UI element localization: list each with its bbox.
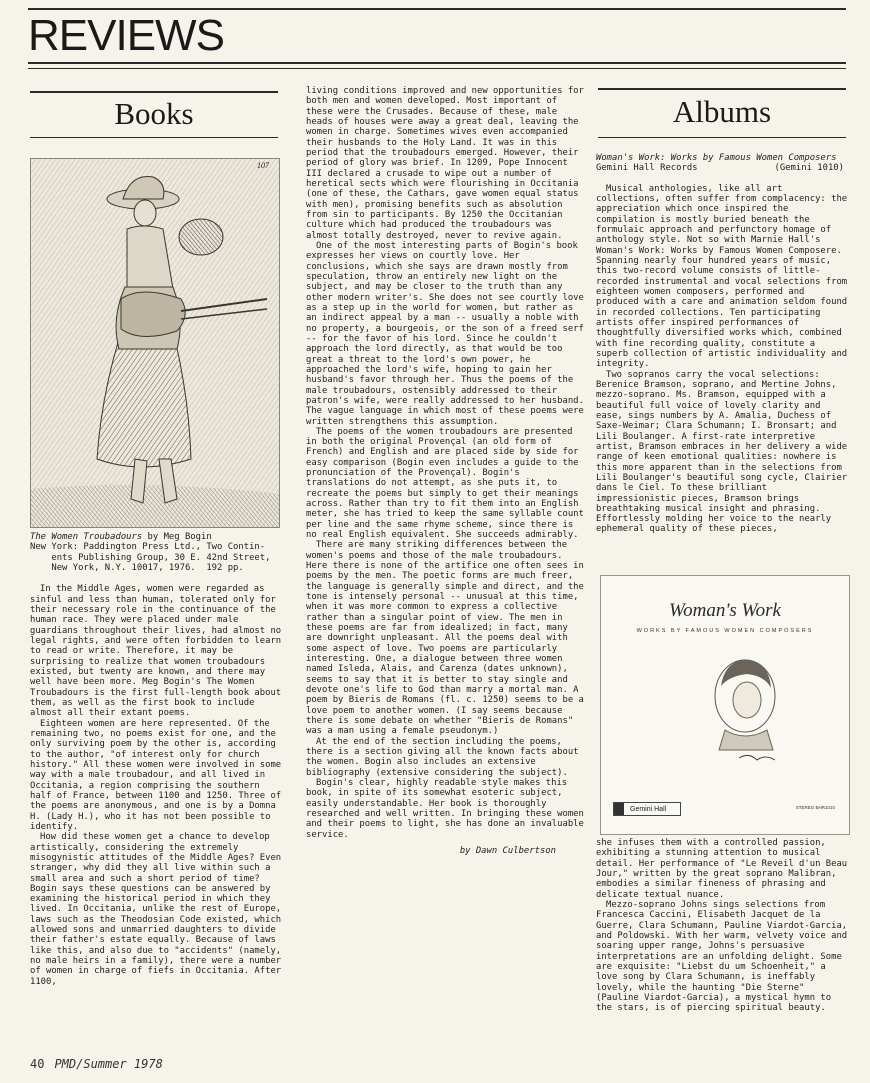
- paragraph: The poems of the women troubadours are presented in both the original Provençal (an old form of French) and English and are placed side by side for easy comparison (Bogin even includes a guide to the pronunciation of the Provençal). Bogin's translations do not attempt, as she puts it, to recreate the poems but simply to get their meanings across. Rather than try to fit them into an English meter, she has tried to keep the same syllable count per line and the same rhyme scheme, since there is no real English equivalent. She succeeds admirably.: [306, 426, 584, 541]
- albums-section-title: Albums: [672, 94, 772, 129]
- stereo-mark: STEREO BHR1010: [795, 805, 835, 810]
- paragraph: living conditions improved and new opportunities for both men and women developed. Most important of these were the Crusades. Because of these, male heads of houses were away a great deal, leaving the women in charge. Sometimes wives even accompanied their husbands to the Holy Land. It was in this period that the troubadours emerged. However, their period of glory was brief. In 1209, Pope Innocent III declared a crusade to wipe out a number of heretical sects which were flourishing in Occitania (one of these, the Cathars, gave women equal status with men), promising benefits such as absolution from sin to participants. By 1250 the Occitanian culture which had produced the troubadours was almost totally destroyed, never to revive again.: [306, 86, 584, 241]
- album-label-line: [596, 163, 850, 173]
- plate-number: 107: [257, 161, 269, 170]
- catalog-number: (Gemini 1010): [774, 163, 844, 174]
- albums-title-rule-top: [598, 88, 846, 90]
- paragraph: There are many striking differences between the women's poems and those of the male troubadours. Here there is none of the artifice one often sees in poems by the men. The poetic forms are much freer, the language is generally simple and direct, and the tone is intensely personal -- unusual at this time, when it was more common to express a collective rather than a singular point of view. The men in these poems are far from idealized; in fact, many are downright unpleasant. All the poems deal with some aspect of love. Two poems are particularly interesting. One, a dialogue between three women named Isleda, Alais, and Carenza (dates unknown), seems to say that it is better to stay single and devote one's life to God than marry a mortal man. A poem by Bieris de Romans (fl. c. 1250) seems to be a love poem to another women. (I say seems because there is some debate on whether "Bieris de Romans" was a man using a female pseudonym.): [306, 540, 584, 737]
- paragraph: One of the most interesting parts of Bogin's book expresses her views on courtly love. Her conclusions, which she says are drawn mostly from speculation, throw an entirely new light on the subject, and may be closer to the truth than any other modern writer's. She does not see courtly love as a step up in the world for women, but rather as an indirect appeal by a man -- usually a noble with no property, a bourgeois, or the son of a freed serf -- for the favor of his lord. Since he couldn't approach the lord directly, as that would be too great a threat to the lord's own power, he approached the lord's wife, hoping to gain her husband's favor through her. Thus the poems of the male troubadours, ostensibly addressed to their patron's wife, were really addressed to her husband. The vague language in which most of these poems were written strengthens this assumption.: [306, 240, 584, 427]
- book-title: The Women Troubadours: [30, 532, 143, 542]
- paragraph: Eighteen women are here represented. Of the remaining two, no poems exist for one, and the only surviving poem by the other is, according to the author, "of interest only for church history." All these women were involved in some way with a male troubadour, and all lived in Occitania, a region comprising the southern half of France, between 1100 and 1250. Three of the poems are anonymous, and one is by a Domna H. (Lady H.), who it has not been possible to identify.: [30, 718, 282, 832]
- books-title-rule-bottom: [30, 137, 278, 138]
- books-column-1: [30, 532, 282, 987]
- paragraph: Bogin's clear, highly readable style makes this book, in spite of its somewhat esoteric subject, easily understandable. Her book is thoroughly researched and well written. In bringing these women and their poems to light, she has done an invaluable service.: [306, 777, 584, 840]
- review-byline: by Dawn Culbertson: [459, 845, 556, 856]
- paragraph: Mezzo-soprano Johns sings selections from Francesca Caccini, Elisabeth Jacquet de la Guerre, Clara Schumann, Pauline Viardot-Garcia, and Poldowski. With her warm, velvety voice and soaring upper range, Johns's persuasive interpretations are an unfolding delight. Some are exquisite: "Liebst du um Schoenheit," a love song by Clara Schumann, is ineffably lovely, while the haunting "Die Sterne" (Pauline Viardot-Garcia), a mystical hymn to the stars, is of piercing spiritual beauty.: [596, 899, 848, 1014]
- album-cover-subtitle: WORKS BY FAMOUS WOMEN COMPOSERS: [636, 628, 814, 634]
- citation-line: ents Publishing Group, 30 E. 42nd Street,: [30, 552, 271, 563]
- gemini-hall-logo: Gemini Hall: [613, 802, 681, 816]
- albums-column-top: [596, 153, 850, 535]
- top-rule: [28, 8, 846, 10]
- paragraph: At the end of the section including the poems, there is a section giving all the known facts about the women. Bogin also includes an extensive bibliography (extensive considering the subject).: [306, 736, 579, 778]
- record-label: Gemini Hall Records: [596, 163, 698, 174]
- book-author: by Meg Bogin: [142, 532, 212, 542]
- paragraph: she infuses them with a controlled passion, exhibiting a stunning attention to musical detail. Her performance of "Le Reveil d'un Beau Jour," written by the great soprano Malibran, embodies a similar fineness of phrasing and delicate textual nuance.: [596, 838, 848, 900]
- paragraph: How did these women get a chance to develop artistically, considering the extremely misogynistic attitudes of the Middle Ages? Even stranger, why did they all live within such a small area and such a short period of time? Bogin says these questions can be answered by examining the historical period in which they lived. In Occitania, unlike the rest of Europe, laws such as the Theodosian Code existed, which allowed sons and unmarried daughters to divide their father's estate equally. Because of laws like this, and also due to "accidents" (namely, no male heirs in a family), there were a number of women in charge of fiefs in Occitania. After 1100,: [30, 832, 282, 987]
- citation-line: New York, N.Y. 10017, 1976. 192 pp.: [30, 562, 244, 573]
- page-masthead: REVIEWS: [28, 11, 224, 60]
- books-column-2: [306, 86, 586, 856]
- page-number: 40: [30, 1057, 45, 1071]
- paragraph: Two sopranos carry the vocal selections: Berenice Bramson, soprano, and Mertine Johns, mezzo-soprano. Ms. Bramson, equipped with a beautiful full voice of lovely clarity and ease, sings numbers by A. Amalia, Duchess of Saxe-Weimar; Clara Schumann; I. Bronsart; and Lili Boulanger. A first-rate interpretive artist, Bramson embraces in her delivery a wide range of keen emotional qualities: nowhere is this more apparent than in the selections from Lili Boulanger's beautiful song cycle, Clairier dans le Ciel. To these brilliant impressionistic pieces, Bramson brings breathtaking musical insight and phrasing. Effortlessly molding her voice to the nearly ephemeral quality of these pieces,: [596, 369, 848, 535]
- albums-column-bottom: [596, 838, 850, 1014]
- books-section-title: Books: [114, 96, 194, 131]
- paragraph: Musical anthologies, like all art collections, often suffer from complacency: the appreciation which once inspired the compilation is mostly buried beneath the formulaic approach and perfunctory homage of anthology style. Not so with Marnie Hall's Woman's Work: Works by Famous Women Composere. Spanning nearly four hundred years of music, this two-record volume consists of little-recorded instrumental and vocal selections from eighteen women composers, performed and produced with a care and animation seldom found in recorded collections. Ten participating artists offer inspired performances of thoughtfully diversified works which, combined with fine recording quality, constitute a superb collection of artistic individuality and integrity.: [596, 183, 848, 370]
- album-heading: Woman's Work: Works by Famous Women Composers: [596, 153, 837, 163]
- masthead-rule: [28, 62, 846, 64]
- citation-line: New York: Paddington Press Ltd., Two Contin-: [30, 542, 266, 553]
- masthead-rule-thin: [28, 68, 846, 69]
- paragraph: In the Middle Ages, women were regarded as sinful and less than human, tolerated only for their necessary role in the continuance of the human race. They were placed under male guardians throughout their lives, had almost no legal rights, and were often forbidden to learn to read or write. Therefore, it may be surprising to realize that women troubadours existed, but twenty are known, and there may well have been more. Meg Bogin's The Women Troubadours is the first full-length book about them, as well as the first book to include almost all their extant poems.: [30, 584, 282, 719]
- albums-title-rule-bottom: [598, 137, 846, 138]
- troubadour-engraving: [30, 158, 280, 528]
- page-footer: [30, 1057, 163, 1071]
- album-cover: [600, 575, 850, 835]
- composer-portrait: [695, 646, 795, 766]
- issue-label: PMD/Summer 1978: [54, 1057, 163, 1071]
- books-title-rule-top: [30, 91, 278, 93]
- album-cover-title: Woman's Work: [669, 600, 781, 621]
- book-citation: [30, 532, 282, 573]
